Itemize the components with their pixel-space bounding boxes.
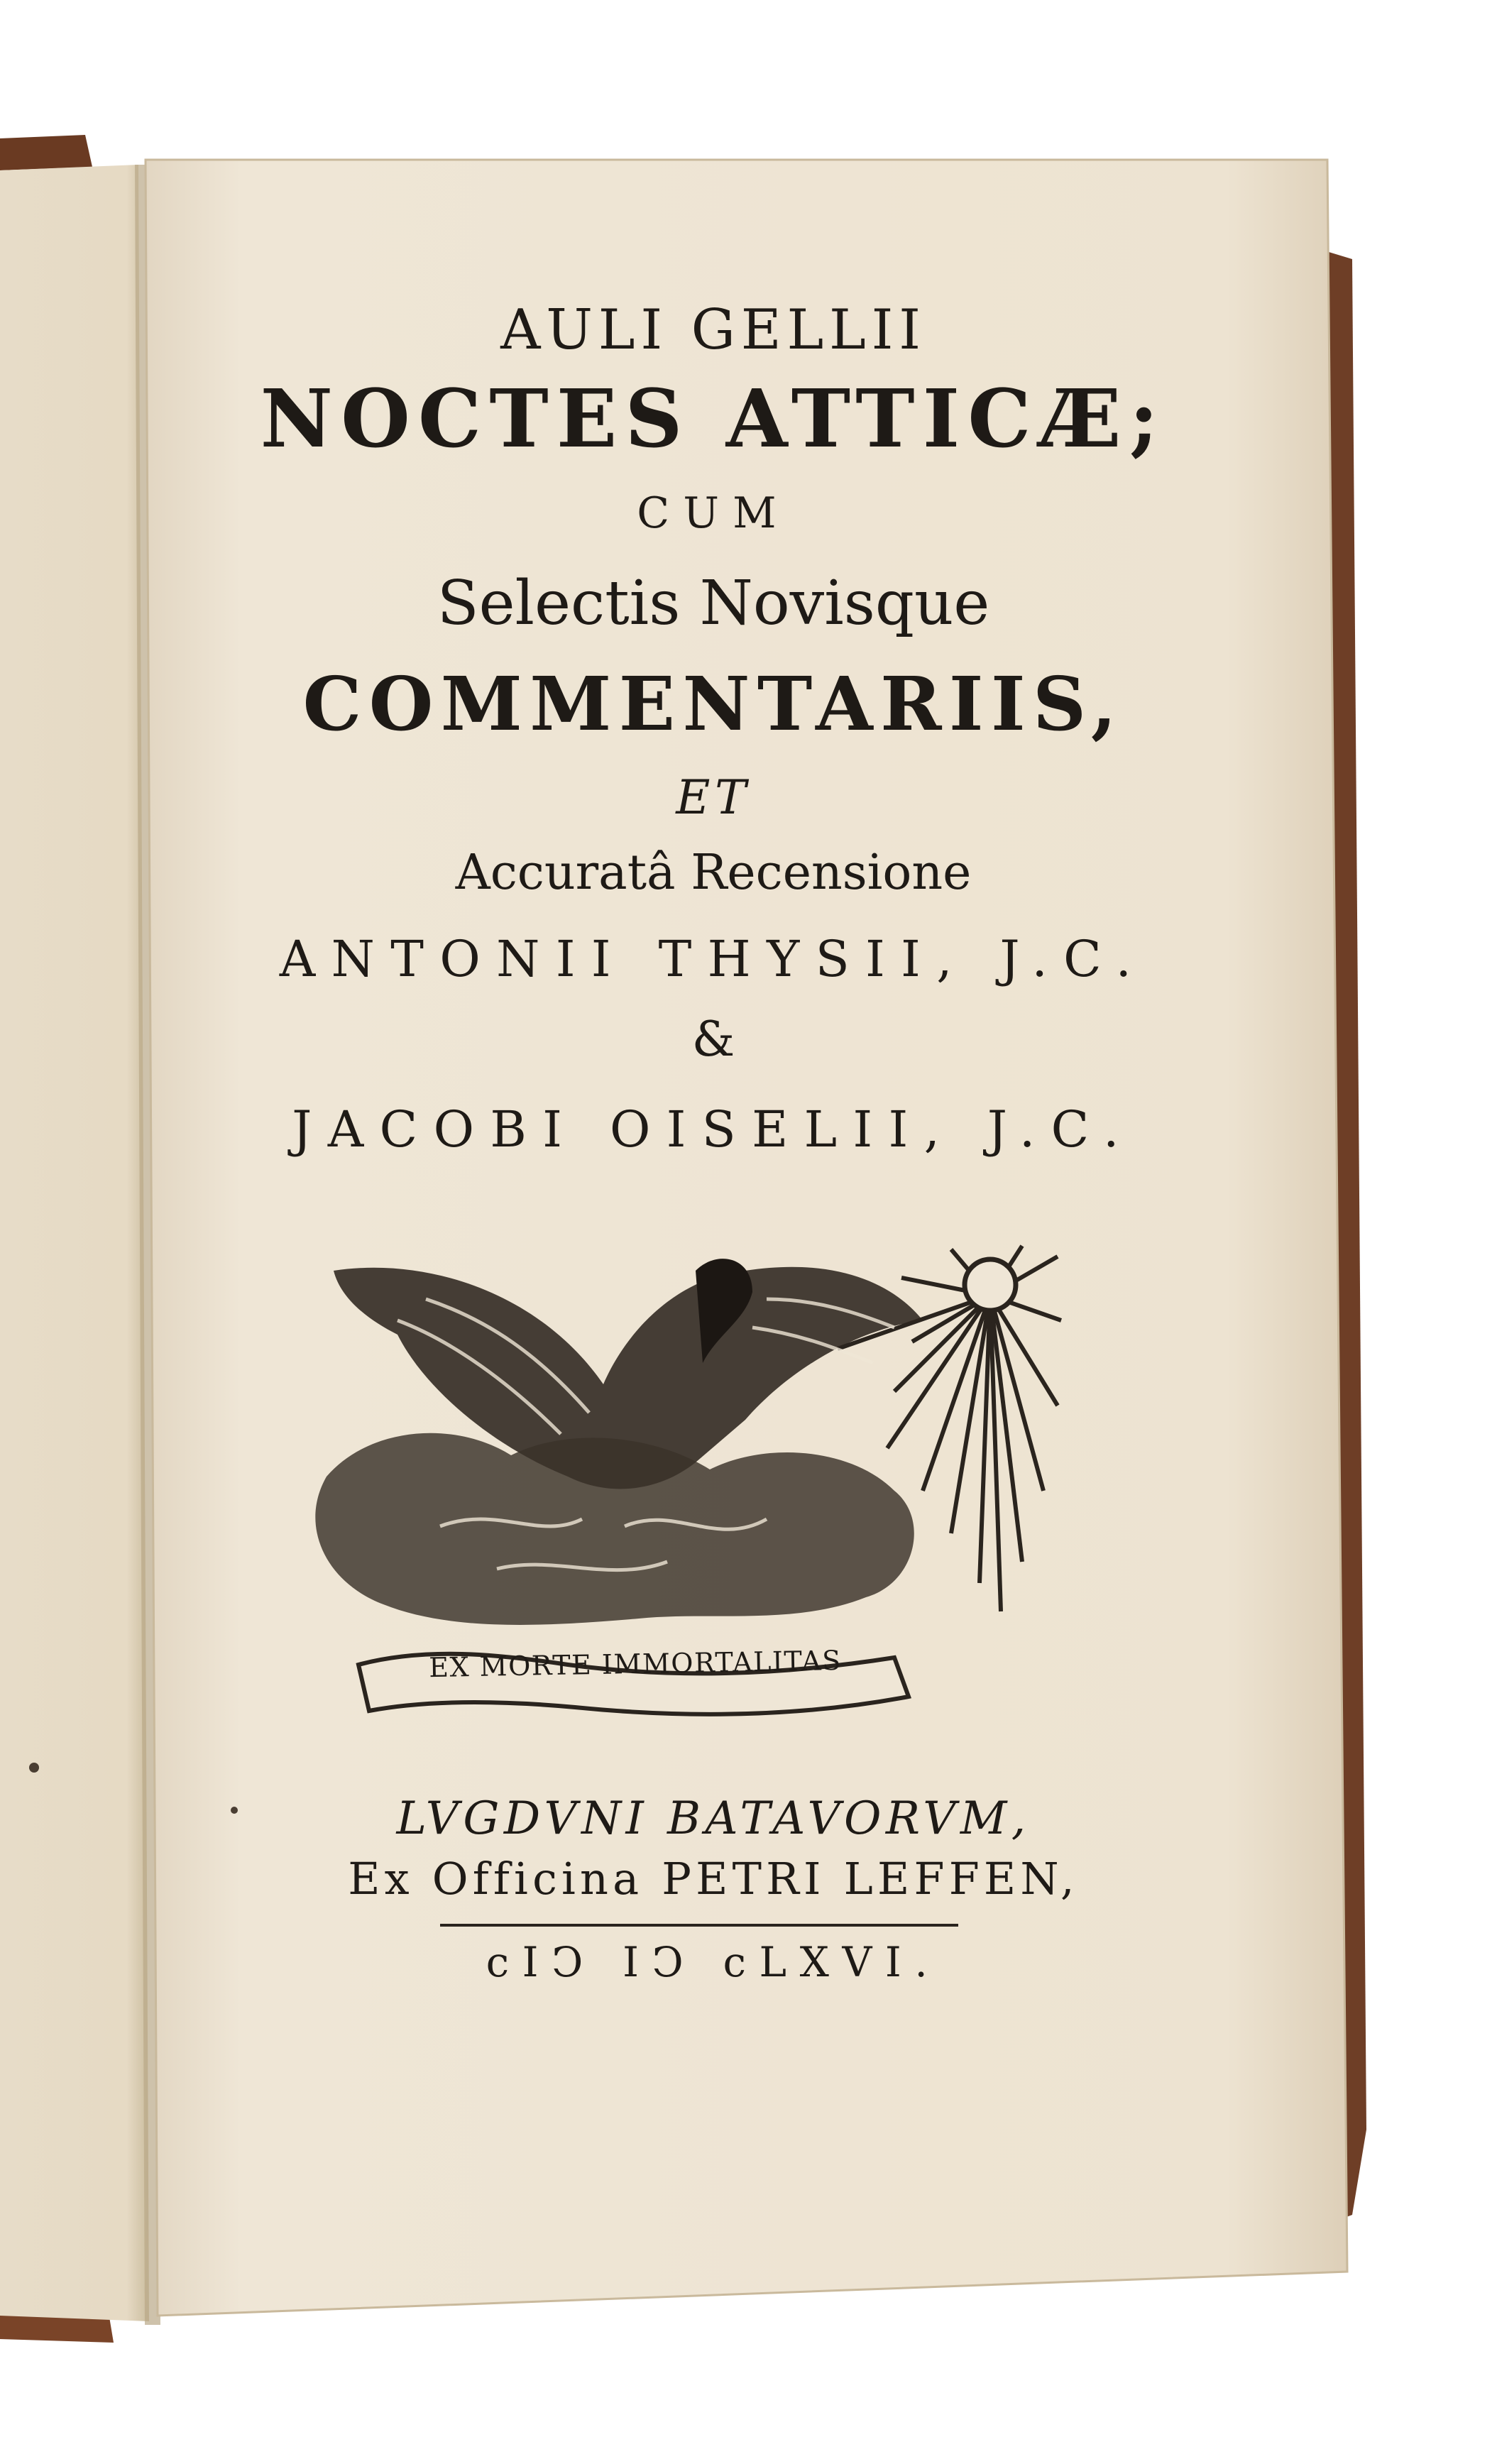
et-line: ET [676, 770, 751, 825]
selectis-line: Selectis Novisque [437, 568, 990, 639]
commentariis-line: COMMENTARIIS, [302, 660, 1124, 748]
left-page-mark [29, 1763, 39, 1773]
device-motto: EX MORTE IMMORTALITAS [428, 1644, 843, 1684]
date-line: cIↃ IↃ cLXVI. [486, 1938, 941, 1986]
ampersand-line: & [691, 1012, 735, 1068]
recensione-line: Accuratâ Recensione [455, 845, 972, 901]
printer-line: Ex Officina PETRI LEFFEN, [348, 1853, 1079, 1905]
book-title: NOCTES ATTICÆ; [260, 373, 1167, 466]
author-line: AULI GELLII [500, 298, 926, 362]
place-line: LVGDVNI BATAVORVM, [396, 1792, 1031, 1845]
binding-left-edge [0, 135, 92, 170]
oiselii-line: JACOBI OISELII, J.C. [292, 1100, 1135, 1159]
thysii-line: ANTONII THYSII, J.C. [279, 930, 1148, 988]
left-page [0, 165, 149, 2321]
title-page-paper [146, 160, 1347, 2316]
cum-line: CUM [637, 488, 790, 538]
